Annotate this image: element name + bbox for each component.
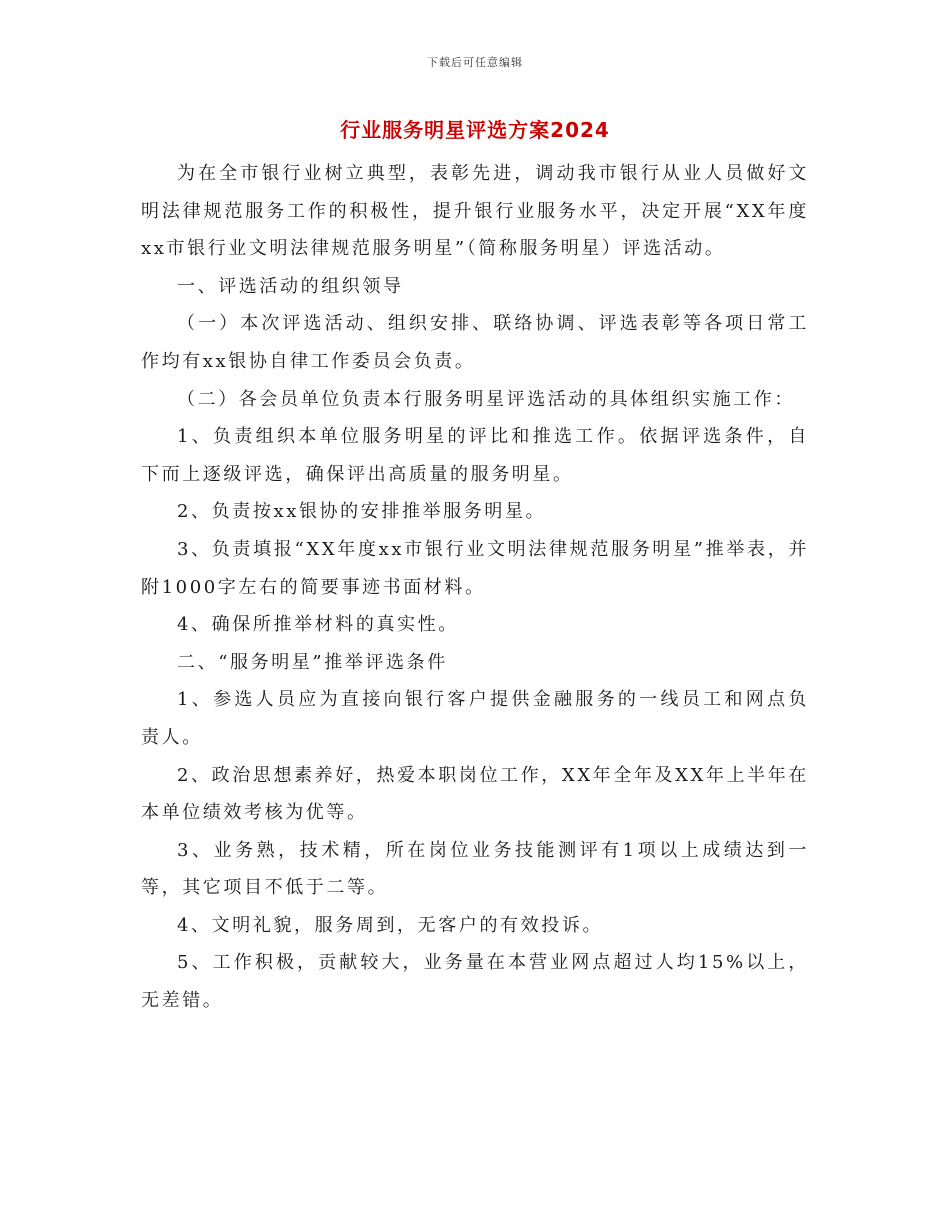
paragraph: （一）本次评选活动、组织安排、联络协调、评选表彰等各项日常工作均有xx银协自律工作委员会负责。 [141, 313, 809, 372]
intro-paragraph: 为在全市银行业树立典型，表彰先进，调动我市银行从业人员做好文明法律规范服务工作的积极性，提升银行业服务水平，决定开展“XX年度xx市银行业文明法律规范服务明星”（简称服务明星）评选活动。 [141, 163, 809, 260]
list-item: 1、参选人员应为直接向银行客户提供金融服务的一线员工和网点负责人。 [141, 689, 809, 748]
list-item: 2、负责按xx银协的安排推举服务明星。 [177, 501, 547, 523]
header-note: 下载后可任意编辑 [427, 56, 523, 69]
paragraph: （二）各会员单位负责本行服务明星评选活动的具体组织实施工作： [177, 388, 795, 410]
list-item: 1、负责组织本单位服务明星的评比和推选工作。依据评选条件，自下而上逐级评选，确保评出高质量的服务明星。 [141, 426, 809, 485]
list-item: 3、业务熟，技术精，所在岗位业务技能测评有1项以上成绩达到一等，其它项目不低于二等。 [141, 839, 809, 899]
list-item: 5、工作积极，贡献较大，业务量在本营业网点超过人均15%以上，无差错。 [141, 952, 809, 1012]
list-item: 3、负责填报“XX年度xx市银行业文明法律规范服务明星”推举表，并附1000字左右的简要事迹书面材料。 [141, 538, 809, 598]
section-heading-1: 一、评选活动的组织领导 [177, 275, 404, 297]
document-title: 行业服务明星评选方案2024 [340, 118, 610, 142]
document-body [141, 155, 809, 1020]
list-item: 4、文明礼貌，服务周到，无客户的有效投诉。 [177, 914, 604, 936]
list-item: 4、确保所推举材料的真实性。 [177, 614, 459, 636]
section-heading-2: 二、“服务明星”推举评选条件 [177, 651, 448, 673]
list-item: 2、政治思想素养好，热爱本职岗位工作，XX年全年及XX年上半年在本单位绩效考核为优等。 [141, 764, 809, 824]
